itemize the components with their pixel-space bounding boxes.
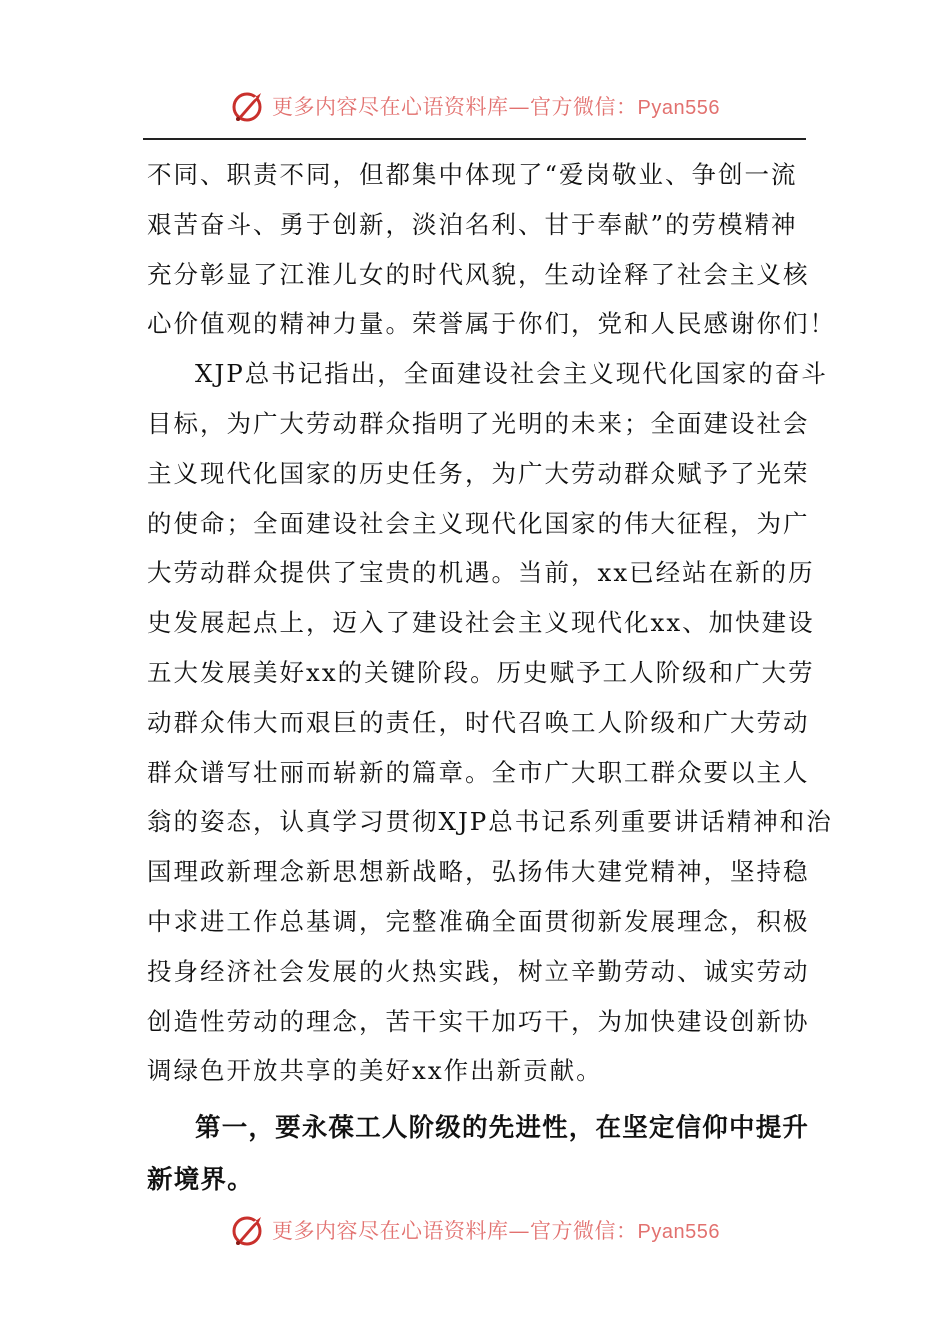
text-line: 动群众伟大而艰巨的责任，时代召唤工人阶级和广大劳动 [147,707,810,737]
text-line: 翁的姿态，认真学习贯彻XJP总书记系列重要讲话精神和治 [147,807,833,837]
footer-banner-text: 更多内容尽在心语资料库—官方微信：Pyan556 [272,1219,720,1243]
text-line: 主义现代化国家的历史任务，为广大劳动群众赋予了光荣 [147,458,810,488]
text-line: 不同、职责不同，但都集中体现了“爱岗敬业、争创一流 [147,160,798,189]
text-line: XJP总书记指出，全面建设社会主义现代化国家的奋斗 [195,359,828,389]
text-line: 投身经济社会发展的火热实践，树立辛勤劳动、诚实劳动 [147,956,810,986]
paragraph-1 [147,150,836,349]
text-line: 心价值观的精神力量。荣誉属于你们，党和人民感谢你们！ [147,309,836,339]
text-line: 中求进工作总基调，完整准确全面贯彻新发展理念，积极 [147,906,810,936]
text-line: 史发展起点上，迈入了建设社会主义现代化xx、加快建设 [147,608,815,638]
text-line: 大劳动群众提供了宝贵的机遇。当前，xx已经站在新的历 [147,558,815,588]
text-line: 目标，为广大劳动群众指明了光明的未来；全面建设社会 [147,408,810,438]
header-divider [143,138,806,140]
text-line: 调绿色开放共享的美好xx作出新贡献。 [147,1056,603,1086]
heading-line: 新境界。 [147,1165,254,1196]
document-body [147,150,836,1206]
header-wechat-id: Pyan556 [637,97,720,119]
footer-wechat-id: Pyan556 [637,1221,720,1243]
footer-banner [0,1210,950,1250]
section-heading [147,1102,810,1206]
text-line: 的使命；全面建设社会主义现代化国家的伟大征程，为广 [147,508,810,538]
heading-line: 第一，要永葆工人阶级的先进性，在坚定信仰中提升 [195,1113,810,1144]
text-line: 群众谱写壮丽而崭新的篇章。全市广大职工群众要以主人 [147,757,810,787]
quill-pen-logo-icon [230,1212,266,1248]
text-line: 充分彰显了江淮儿女的时代风貌，生动诠释了社会主义核 [147,259,810,289]
text-line: 创造性劳动的理念，苦干实干加巧干，为加快建设创新协 [147,1006,810,1036]
text-line: 国理政新理念新思想新战略，弘扬伟大建党精神，坚持稳 [147,857,810,887]
header-banner-text: 更多内容尽在心语资料库—官方微信：Pyan556 [272,95,720,119]
text-line: 五大发展美好xx的关键阶段。历史赋予工人阶级和广大劳 [147,657,815,687]
text-line: 艰苦奋斗、勇于创新，淡泊名利、甘于奉献”的劳模精神 [147,209,798,239]
paragraph-2 [147,349,833,1096]
header-banner [0,86,950,126]
quill-pen-logo-icon [230,88,266,124]
